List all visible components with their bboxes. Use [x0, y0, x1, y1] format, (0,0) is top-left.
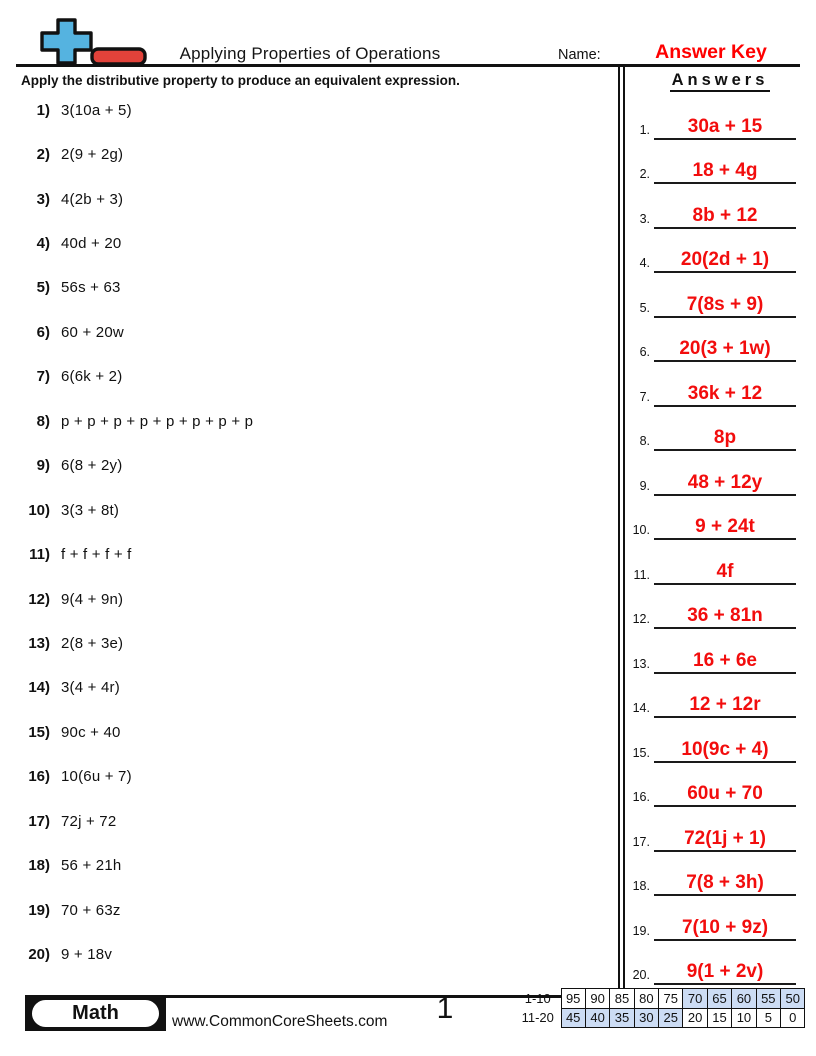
answer-number: 20.	[632, 968, 650, 982]
score-cell: 0	[781, 1008, 805, 1028]
score-range-label: 1-10	[524, 990, 551, 1006]
question-text: 90c + 40	[61, 723, 121, 741]
question-row	[16, 843, 612, 887]
answer-blank-line	[654, 962, 796, 985]
question-text: 3(10a + 5)	[61, 101, 132, 119]
answer-row	[628, 853, 800, 898]
answer-blank-line	[654, 740, 796, 763]
answer-row	[628, 719, 800, 764]
answer-row	[628, 274, 800, 319]
answer-blank-line	[654, 428, 796, 451]
question-text: 72j + 72	[61, 812, 117, 830]
question-number: 3)	[36, 190, 50, 208]
question-row	[16, 399, 612, 443]
answer-text: 9 + 24t	[695, 516, 755, 537]
question-row	[16, 310, 612, 354]
question-number: 4)	[36, 235, 50, 253]
answer-blank-line	[654, 784, 796, 807]
answer-text: 9(1 + 2v)	[686, 961, 764, 982]
answer-blank-line	[654, 695, 796, 718]
score-cell: 95	[561, 989, 585, 1009]
answer-number: 15.	[632, 745, 650, 760]
answer-number: 4.	[639, 256, 650, 270]
question-row	[16, 710, 612, 754]
question-number: 16)	[28, 768, 50, 786]
answer-number: 6.	[639, 345, 650, 359]
question-number: 13)	[28, 634, 50, 652]
answer-text: 30a + 15	[687, 115, 763, 137]
answer-text: 16 + 6e	[693, 649, 757, 671]
question-row	[16, 532, 612, 576]
answer-text: 7(8 + 3h)	[686, 872, 764, 893]
answer-number: 17.	[632, 834, 650, 849]
answer-blank-line	[654, 117, 796, 140]
score-range-label: 11-20	[521, 1010, 554, 1026]
answer-blank-line	[654, 873, 796, 896]
question-text: 3(3 + 8t)	[61, 501, 120, 519]
question-number: 18)	[28, 857, 50, 875]
answer-blank-line	[654, 918, 796, 941]
answer-blank-line	[654, 473, 796, 496]
answer-row	[628, 452, 800, 497]
commoncoresheets-logo-icon	[34, 18, 156, 70]
question-row	[16, 88, 612, 132]
question-number: 11)	[29, 546, 50, 564]
question-row	[16, 666, 612, 710]
answer-number: 16.	[632, 790, 650, 804]
question-text: 4(2b + 3)	[61, 190, 124, 208]
answer-row	[628, 764, 800, 809]
answer-blank-line	[654, 606, 796, 629]
question-number: 5)	[36, 279, 50, 297]
answer-row	[628, 319, 800, 364]
question-text: 56 + 21h	[61, 857, 122, 875]
answer-row	[628, 675, 800, 720]
score-cell: 85	[610, 989, 634, 1009]
question-number: 9)	[36, 457, 50, 475]
answer-number: 2.	[639, 167, 650, 181]
question-text: 10(6u + 7)	[61, 768, 132, 786]
answer-blank-line	[654, 517, 796, 540]
score-cell: 50	[781, 989, 805, 1009]
question-number: 1)	[36, 101, 50, 119]
answer-text: 18 + 4g	[692, 160, 758, 181]
question-row	[16, 355, 612, 399]
answer-text: 12 + 12r	[689, 694, 761, 715]
answer-blank-line	[654, 562, 796, 585]
question-number: 19)	[28, 901, 50, 919]
score-cell: 5	[756, 1008, 780, 1028]
question-number: 14)	[28, 679, 50, 697]
answer-text: 8p	[713, 427, 737, 448]
answer-blank-line	[654, 339, 796, 362]
question-text: 40d + 20	[61, 235, 122, 253]
question-number: 12)	[28, 590, 50, 608]
question-number: 2)	[36, 146, 50, 164]
answer-number: 14.	[632, 701, 650, 715]
score-cell: 60	[732, 989, 756, 1009]
question-text: 56s + 63	[61, 279, 121, 297]
page-title: Applying Properties of Operations	[179, 44, 441, 63]
answer-number: 3.	[639, 211, 650, 226]
answer-row	[628, 808, 800, 853]
question-text: 6(8 + 2y)	[61, 457, 123, 475]
answer-blank-line	[654, 295, 796, 318]
question-text: 6(6k + 2)	[61, 368, 123, 386]
name-label: Name:	[558, 47, 601, 63]
answer-row	[628, 408, 800, 453]
question-number: 20)	[28, 946, 50, 964]
answer-text: 72(1j + 1)	[684, 827, 766, 849]
answer-number: 18.	[632, 879, 650, 893]
question-number: 6)	[36, 323, 50, 341]
score-table-body	[519, 989, 805, 1028]
question-row	[16, 132, 612, 176]
question-row	[16, 755, 612, 799]
answer-number: 19.	[632, 923, 650, 938]
answer-row	[628, 897, 800, 942]
answer-number: 8.	[639, 434, 650, 448]
math-badge	[25, 995, 166, 1031]
question-text: 70 + 63z	[61, 901, 121, 919]
question-text: 9 + 18v	[61, 946, 113, 964]
score-cell: 70	[683, 989, 707, 1009]
answer-blank-line	[654, 206, 796, 229]
answer-text: 48 + 12y	[687, 471, 763, 493]
question-row	[16, 621, 612, 665]
question-text: p + p + p + p + p + p + p + p	[61, 412, 254, 430]
answer-row	[628, 630, 800, 675]
answer-number: 1.	[639, 122, 650, 137]
answer-number: 13.	[632, 656, 650, 671]
question-text: 3(4 + 4r)	[61, 679, 120, 697]
answer-row	[628, 586, 800, 631]
page-number: 1	[436, 992, 454, 1025]
answer-blank-line	[654, 651, 796, 674]
answer-number: 9.	[639, 478, 650, 493]
answer-text: 4f	[716, 560, 734, 582]
answer-blank-line	[654, 250, 796, 273]
question-row	[16, 888, 612, 932]
question-text: f + f + f + f	[61, 546, 132, 564]
question-row	[16, 932, 612, 976]
answer-row	[628, 230, 800, 275]
answer-text: 7(8s + 9)	[686, 293, 764, 315]
score-table	[519, 988, 805, 1028]
question-row	[16, 577, 612, 621]
score-cell: 75	[659, 989, 683, 1009]
question-text: 60 + 20w	[61, 323, 124, 341]
score-cell: 35	[610, 1008, 634, 1028]
answer-row	[628, 363, 800, 408]
question-text: 2(9 + 2g)	[61, 146, 124, 164]
question-number: 15)	[28, 723, 50, 741]
answer-text: 36 + 81n	[687, 605, 763, 626]
answer-row	[628, 497, 800, 542]
score-cell: 55	[756, 989, 780, 1009]
answer-row	[628, 942, 800, 987]
answer-text: 7(10 + 9z)	[681, 916, 769, 938]
answer-text: 10(9c + 4)	[681, 738, 769, 760]
answer-blank-line	[654, 161, 796, 184]
question-number: 7)	[36, 368, 50, 386]
answer-text: 60u + 70	[687, 783, 763, 804]
answer-blank-line	[654, 384, 796, 407]
score-cell: 15	[707, 1008, 731, 1028]
answer-row	[628, 185, 800, 230]
score-cell: 80	[634, 989, 658, 1009]
answer-number: 5.	[639, 300, 650, 315]
score-cell: 40	[585, 1008, 609, 1028]
question-number: 8)	[36, 412, 50, 430]
answer-number: 11.	[633, 567, 650, 582]
score-cell: 25	[659, 1008, 683, 1028]
questions-list	[16, 88, 612, 977]
answer-text: 36k + 12	[687, 382, 763, 404]
answers-column-title: Answers	[640, 71, 800, 90]
instruction-text: Apply the distributive property to produce an equivalent expression.	[21, 73, 460, 88]
answer-number: 10.	[632, 523, 650, 537]
answer-row	[628, 541, 800, 586]
question-row	[16, 799, 612, 843]
question-row	[16, 177, 612, 221]
answer-text: 20(2d + 1)	[680, 249, 770, 270]
question-text: 2(8 + 3e)	[61, 634, 124, 652]
column-divider-double-line	[618, 67, 625, 990]
plus-icon	[42, 20, 91, 63]
score-cell: 45	[561, 1008, 585, 1028]
answer-row	[628, 141, 800, 186]
score-cell: 65	[707, 989, 731, 1009]
score-cell: 10	[732, 1008, 756, 1028]
answer-number: 7.	[639, 389, 650, 404]
answer-text: 20(3 + 1w)	[679, 338, 771, 359]
minus-icon	[92, 49, 145, 64]
answer-key-text: Answer Key	[655, 41, 767, 63]
question-row	[16, 221, 612, 265]
question-number: 17)	[28, 812, 50, 830]
score-cell: 20	[683, 1008, 707, 1028]
question-text: 9(4 + 9n)	[61, 590, 124, 608]
question-number: 10)	[28, 501, 50, 519]
question-row	[16, 488, 612, 532]
question-row	[16, 444, 612, 488]
answer-number: 12.	[632, 612, 650, 626]
math-badge-label: Math	[32, 1000, 159, 1027]
answer-text: 8b + 12	[692, 204, 758, 226]
answer-row	[628, 96, 800, 141]
score-cell: 30	[634, 1008, 658, 1028]
answer-blank-line	[654, 829, 796, 852]
question-row	[16, 266, 612, 310]
website-url: www.CommonCoreSheets.com	[172, 1013, 388, 1030]
answers-list	[628, 96, 800, 986]
score-cell: 90	[585, 989, 609, 1009]
